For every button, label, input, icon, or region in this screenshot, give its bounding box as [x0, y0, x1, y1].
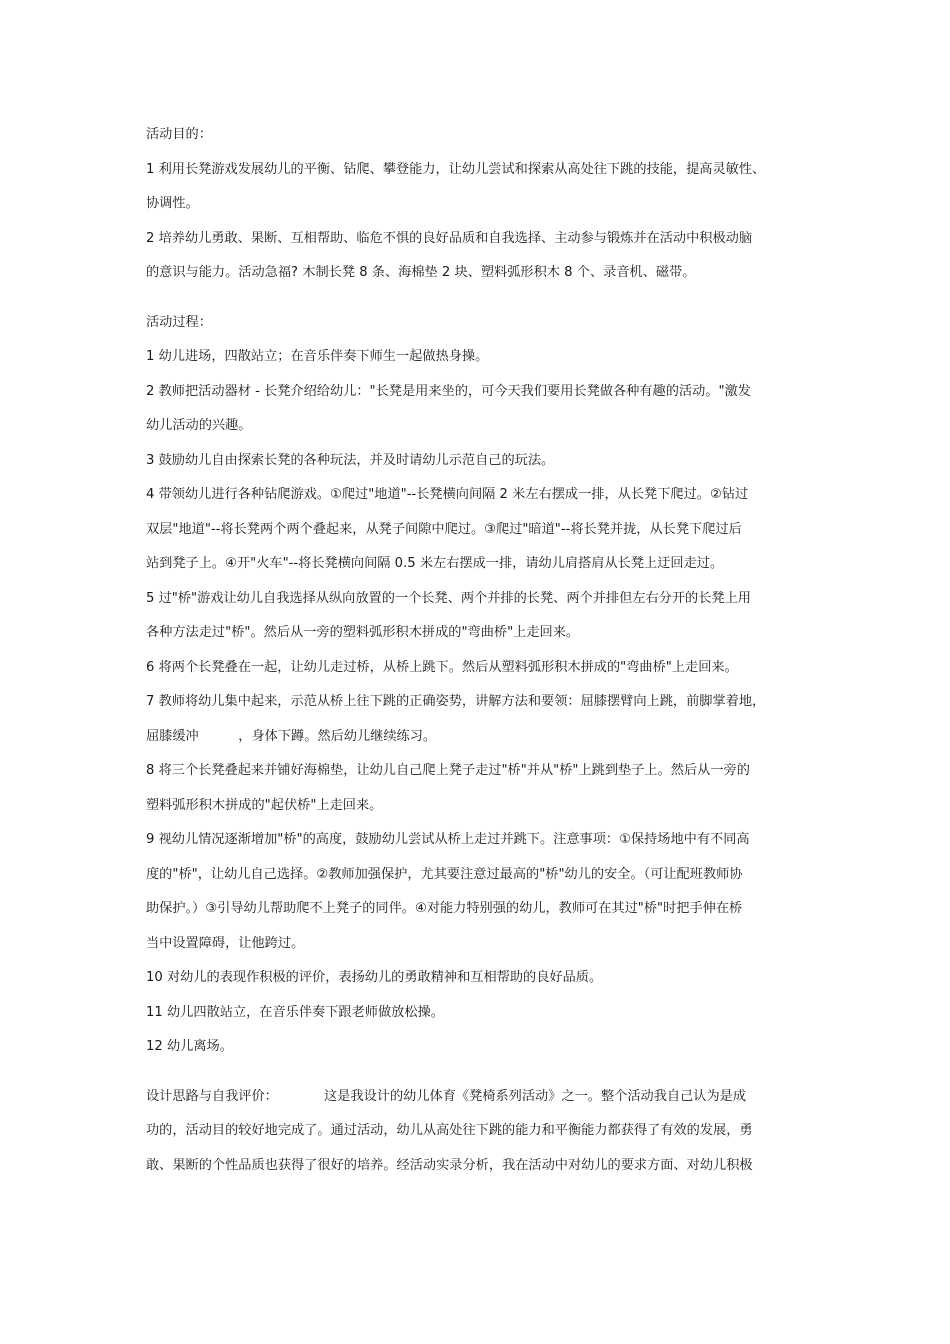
- process-line: 7 教师将幼儿集中起来，示范从桥上往下跳的正确姿势，讲解方法和要领：屈膝摆臂向上跳，前脚掌着地，: [146, 694, 766, 709]
- process-line: 当中设置障碍，让他跨过。: [146, 935, 305, 951]
- reflection-line: 功的，活动目的较好地完成了。通过活动，幼儿从高处往下跳的能力和平衡能力都获得了有效的发展，勇: [146, 1123, 753, 1138]
- process-line: 8 将三个长凳叠起来并铺好海棉垫，让幼儿自己爬上凳子走过"桥"并从"桥"上跳到垫子上。然后从一旁的: [146, 763, 750, 778]
- process-line: 站到凳子上。④开"火车"--将长凳横向间隔 0.5 米左右摆成一排，请幼儿肩搭肩从长凳上迂回走过。: [146, 556, 724, 571]
- process-line: 6 将两个长凳叠在一起，让幼儿走过桥，从桥上跳下。然后从塑料弧形积木拼成的"弯曲桥"上走回来。: [146, 659, 738, 675]
- process-line: 4 带领幼儿进行各种钻爬游戏。①爬过"地道"--长凳横向间隔 2 米左右摆成一排，从长凳下爬过。②钻过: [146, 487, 749, 502]
- goal-heading: 活动目的：: [146, 127, 212, 142]
- process-line: 12 幼儿离场。: [146, 1039, 233, 1054]
- section-gap: [146, 1065, 814, 1080]
- goal-line: 2 培养幼儿勇敢、果断、互相帮助、临危不惧的良好品质和自我选择、主动参与锻炼并在活动中积极动脑: [146, 230, 753, 246]
- reflection-line: 设计思路与自我评价： 这是我设计的幼儿体育《凳椅系列活动》之一。整个活动我自己认为是成: [146, 1088, 747, 1104]
- reflection-line: 敢、果断的个性品质也获得了很好的培养。经活动实录分析，我在活动中对幼儿的要求方面、对幼儿积极: [146, 1157, 753, 1173]
- process-line: 幼儿活动的兴趣。: [146, 418, 252, 433]
- process-line: 度的"桥"，让幼儿自己选择。②教师加强保护，尤其要注意过最高的"桥"幼儿的安全。（可让配班教师协: [146, 866, 743, 882]
- section-gap: [146, 291, 814, 306]
- process-line: 塑料弧形积木拼成的"起伏桥"上走回来。: [146, 797, 383, 813]
- goal-line: 协调性。: [146, 196, 199, 211]
- process-line: 10 对幼儿的表现作积极的评价，表扬幼儿的勇敢精神和互相帮助的良好品质。: [146, 970, 603, 985]
- goal-line: 1 利用长凳游戏发展幼儿的平衡、钻爬、攀登能力，让幼儿尝试和探索从高处往下跳的技能，提高灵敏性、: [146, 161, 766, 177]
- process-line: 2 教师把活动器材 - 长凳介绍给幼儿："长凳是用来坐的，可今天我们要用长凳做各种有趣的活动。"激发: [146, 383, 751, 399]
- process-line: 9 视幼儿情况逐渐增加"桥"的高度，鼓励幼儿尝试从桥上走过并跳下。注意事项：①保持场地中有不同高: [146, 832, 750, 847]
- goal-line: 的意识与能力。活动急福? 木制长凳 8 条、海棉垫 2 块、塑料弧形积木 8 个、录音机、磁带。: [146, 265, 696, 280]
- process-line: 屈膝缓冲 ，身体下蹲。然后幼儿继续练习。: [146, 728, 437, 744]
- process-line: 1 幼儿进场，四散站立；在音乐伴奏下师生一起做热身操。: [146, 349, 489, 364]
- document-page: [146, 118, 814, 1183]
- process-line: 11 幼儿四散站立，在音乐伴奏下跟老师做放松操。: [146, 1004, 444, 1020]
- process-line: 3 鼓励幼儿自由探索长凳的各种玩法，并及时请幼儿示范自己的玩法。: [146, 452, 555, 468]
- process-line: 双层"地道"--将长凳两个两个叠起来，从凳子间隙中爬过。③爬过"暗道"--将长凳并拢，从长凳下爬过后: [146, 521, 742, 537]
- process-line: 助保护。）③引导幼儿帮助爬不上凳子的同伴。④对能力特别强的幼儿，教师可在其过"桥"时把手伸在桥: [146, 901, 743, 916]
- process-line: 5 过"桥"游戏让幼儿自我选择从纵向放置的一个长凳、两个并排的长凳、两个并排但左右分开的长凳上用: [146, 590, 751, 606]
- process-heading: 活动过程：: [146, 314, 212, 330]
- process-line: 各种方法走过"桥"。然后从一旁的塑料弧形积木拼成的"弯曲桥"上走回来。: [146, 625, 580, 640]
